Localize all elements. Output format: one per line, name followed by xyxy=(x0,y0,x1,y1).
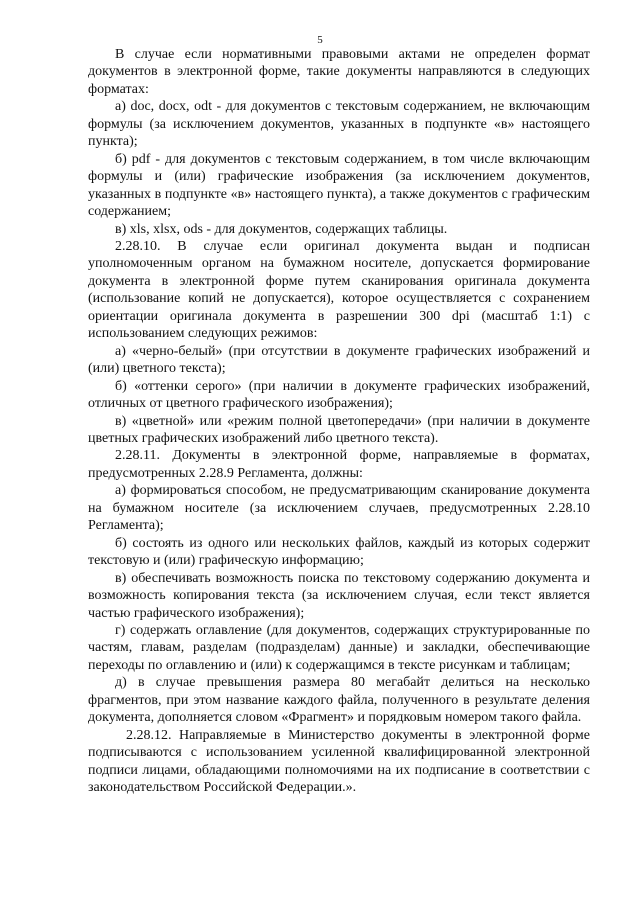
paragraph-requirement-e: д) в случае превышения размера 80 мегабайт делиться на несколько фрагментов, при этом название каждого файла, полученного в результате деления документа, дополняется словом «Фрагмент» и порядковым номером такого файла. xyxy=(88,675,590,726)
paragraph-2-28-10: 2.28.10. В случае если оригинал документа выдан и подписан уполномоченным органом на бумажном носителе, допускается формирование документа в электронной форме путем сканирования оригинала документа (использование копий не допускается), которое осуществляется с сохранением ориентации оригинала документа в разрешении 300 dpi (масштаб 1:1) с использованием следующих режимов: xyxy=(88,238,590,342)
paragraph-mode-b: б) «оттенки серого» (при наличии в документе графических изображений, отличных от цветного графического изображения); xyxy=(88,378,590,412)
paragraph-requirement-b: б) состоять из одного или нескольких файлов, каждый из которых содержит текстовую и (или) графическую информацию; xyxy=(88,535,590,569)
page-number: 5 xyxy=(317,34,323,46)
paragraph-2-28-12: 2.28.12. Направляемые в Министерство документы в электронной форме подписываются с использованием усиленной квалифицированной электронной подписи лицами, обладающими полномочиями на их подписание в соответствии с законодательством Российской Федерации.». xyxy=(88,727,590,796)
paragraph-format-b: б) pdf - для документов с текстовым содержанием, в том числе включающим формулы и (или) графические изображения (за исключением документов, указанных в подпункте «в» настоящего пункта), а также документов с графическим содержанием; xyxy=(88,151,590,220)
document-body xyxy=(88,46,590,796)
paragraph-mode-a: а) «черно-белый» (при отсутствии в документе графических изображений и (или) цветного текста); xyxy=(88,343,590,377)
paragraph-requirement-c: в) обеспечивать возможность поиска по текстовому содержанию документа и возможность копирования текста (за исключением случая, если текст является частью графического изображения); xyxy=(88,570,590,621)
paragraph-format-c: в) xls, xlsx, ods - для документов, содержащих таблицы. xyxy=(115,221,448,237)
paragraph-requirement-d: г) содержать оглавление (для документов, содержащих структурированные по частям, главам, разделам (подразделам) данные) и закладки, обеспечивающие переходы по оглавлению и (или) к содержащимся в тексте рисункам и таблицам; xyxy=(88,622,590,673)
paragraph-formats-intro: В случае если нормативными правовыми актами не определен формат документов в электронной форме, такие документы направляются в следующих форматах: xyxy=(88,47,590,97)
paragraph-requirement-a: а) формироваться способом, не предусматривающим сканирование документа на бумажном носителе (за исключением случаев, предусмотренных 2.28.10 Регламента); xyxy=(88,483,590,534)
paragraph-mode-c: в) «цветной» или «режим полной цветопередачи» (при наличии в документе цветных графических изображений либо цветного текста). xyxy=(88,413,590,446)
paragraph-2-28-11: 2.28.11. Документы в электронной форме, направляемые в форматах, предусмотренных 2.28.9 Регламента, должны: xyxy=(88,448,590,481)
paragraph-format-a: а) doc, docx, odt - для документов с текстовым содержанием, не включающим формулы (за исключением документов, указанных в подпункте «в» настоящего пункта); xyxy=(88,99,590,150)
